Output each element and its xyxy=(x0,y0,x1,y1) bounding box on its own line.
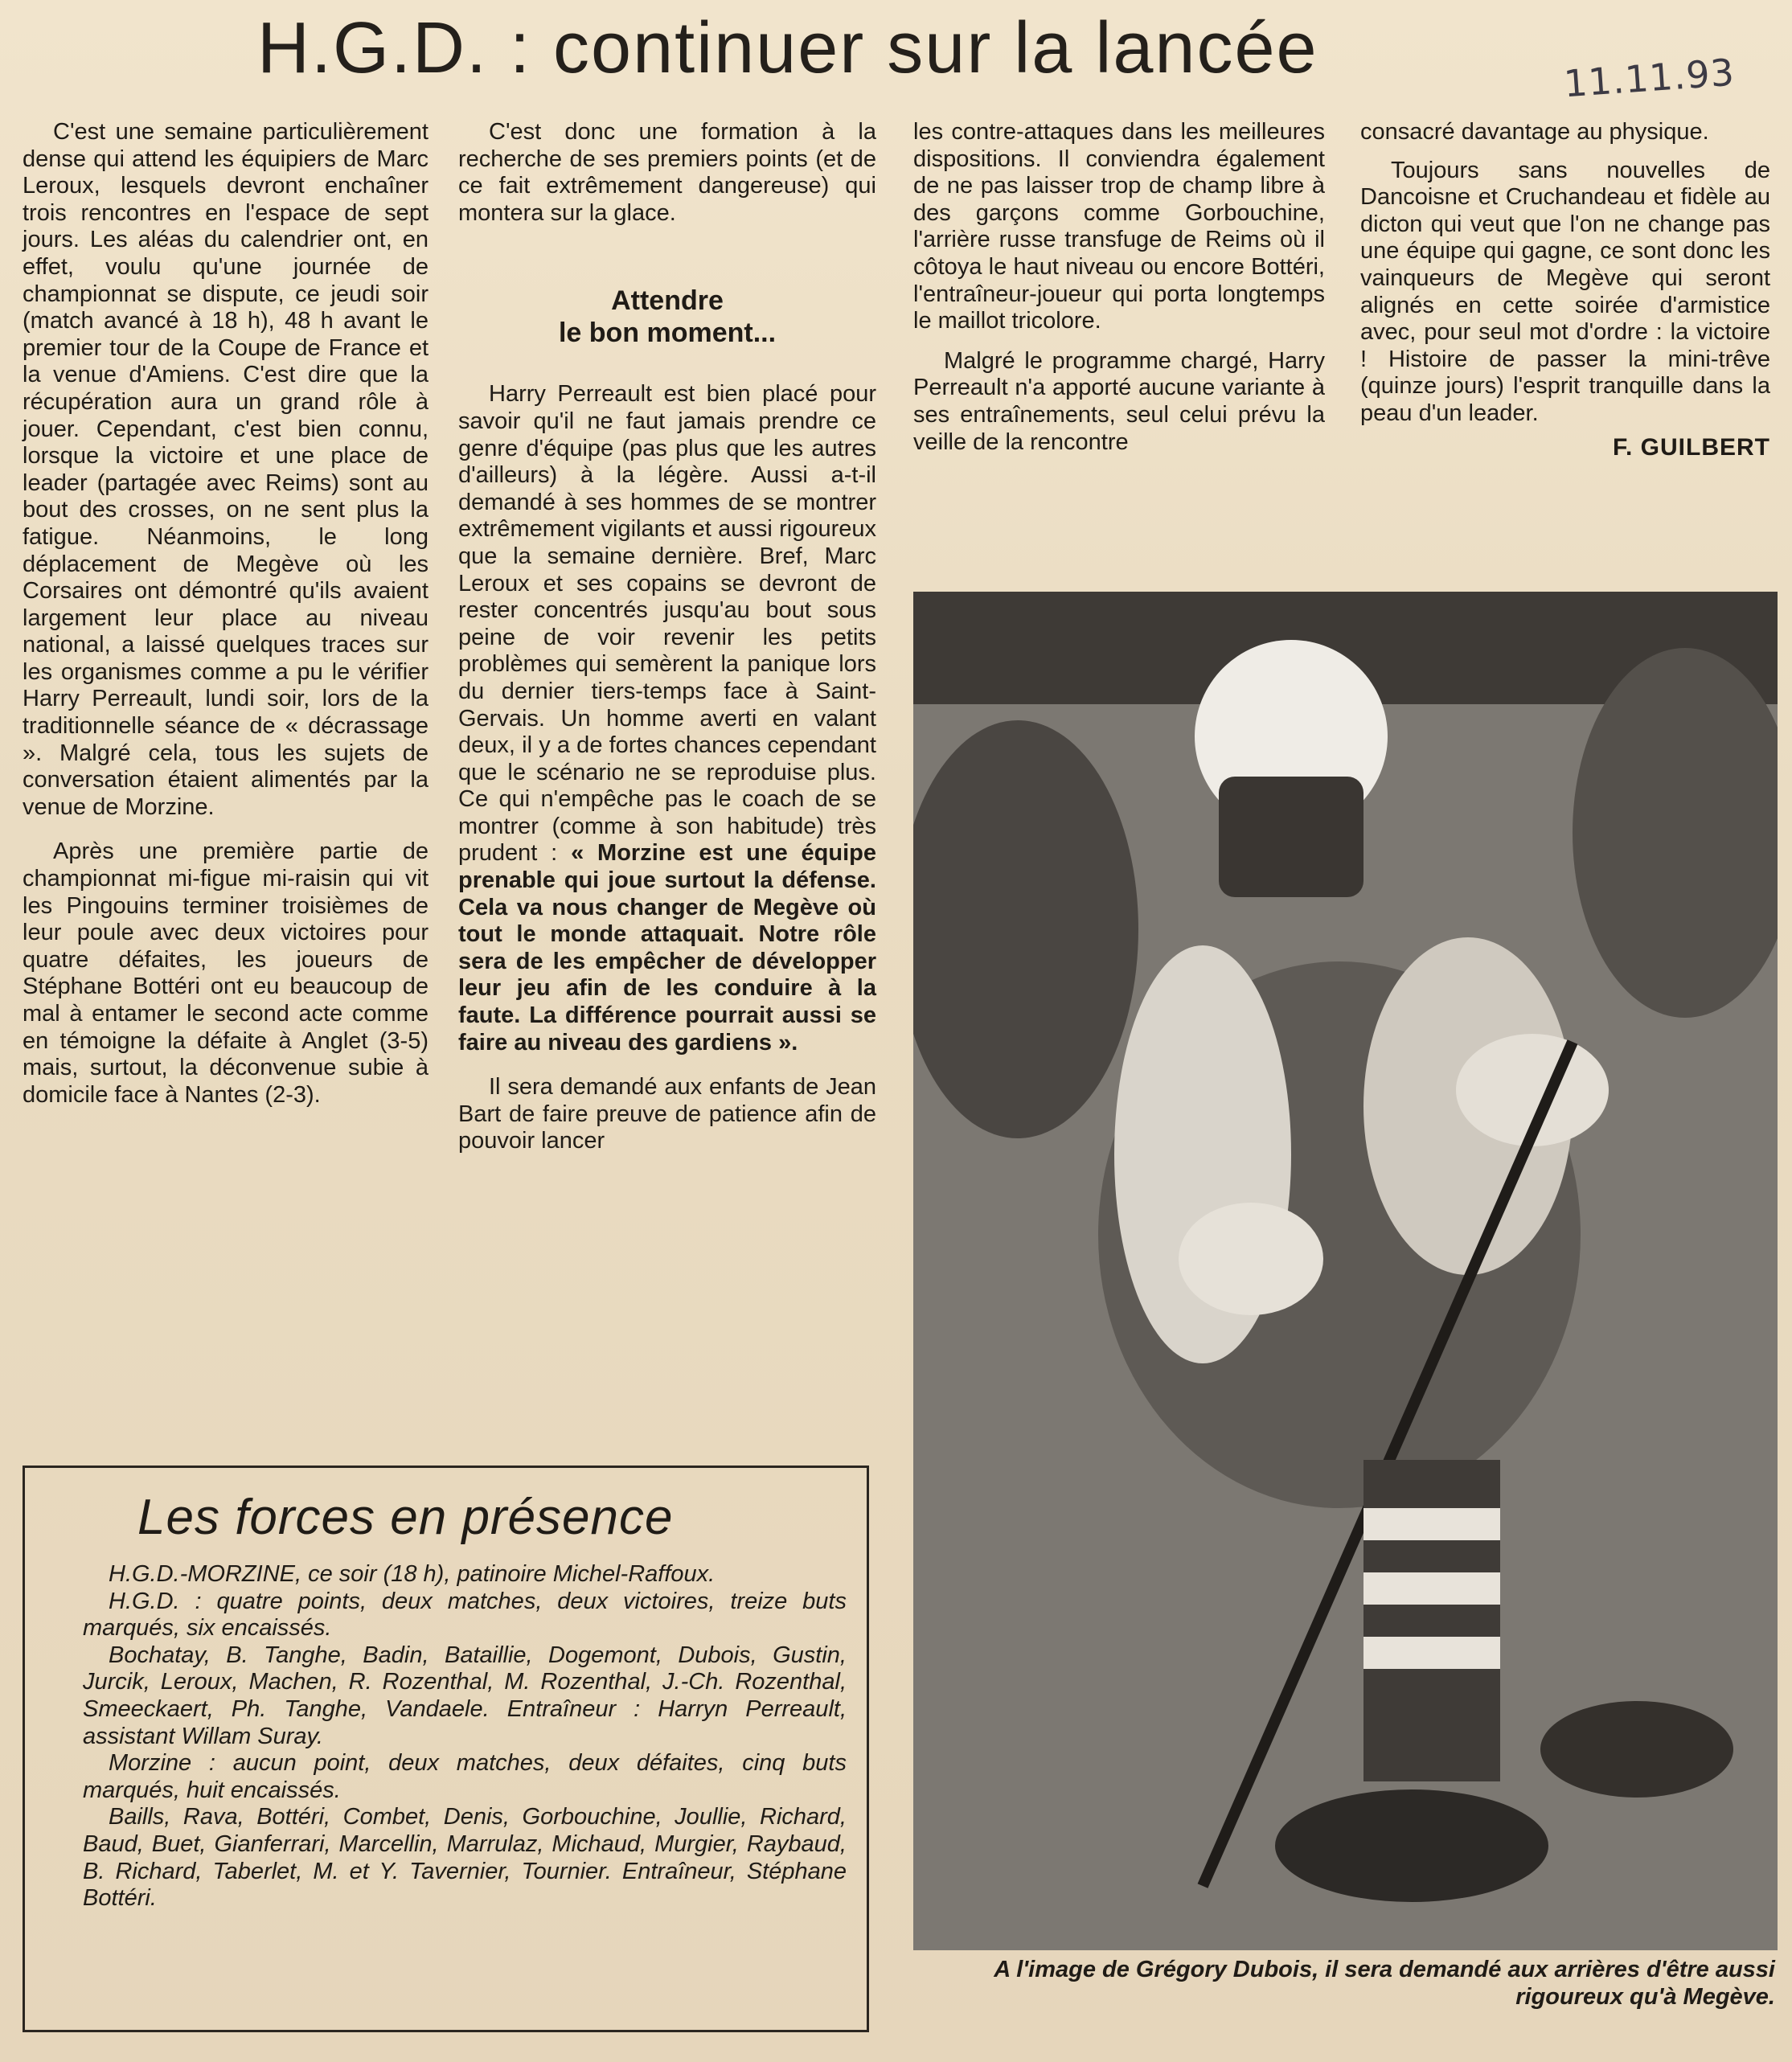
coach-quote: « Morzine est une équipe prenable qui joue surtout la défense. Cela va nous changer de Megève où tout le monde attaquait. Notre rôle sera de les empêcher de développer leur jeu afin de les conduire à la faute. La différence pourrait aussi se faire au niveau des gardiens ». xyxy=(458,840,876,1056)
subheading-line-2: le bon moment... xyxy=(558,318,777,349)
glove xyxy=(1179,1203,1323,1315)
paragraph xyxy=(458,381,876,1056)
photo-caption: A l'image de Grégory Dubois, il sera demandé aux arrières d'être aussi rigoureux qu'à Megève. xyxy=(994,1957,1775,2010)
box-paragraph: H.G.D. : quatre points, deux matches, deux victoires, treize buts marqués, six encaissés. xyxy=(83,1588,847,1642)
headline: H.G.D. : continuer sur la lancée xyxy=(257,8,1318,88)
paragraph-text: Harry Perreault est bien placé pour savoir qu'il ne faut jamais prendre ce genre d'équipe (pas plus que les autres d'ailleurs) à la légère. Aussi a-t-il demandé à ses hommes de se montrer extrêmement vigilants et aussi rigoureux que la semaine dernière. Bref, Marc Leroux et ses copains se devront de rester concentrés jusqu'au bout sous peine de voir revenir les petits problèmes qui semèrent la panique lors du dernier tiers-temps face à Saint-Gervais. Un homme averti en valant deux, il y a de fortes chances cependant que le scénario ne se reproduise plus. Ce qui n'empêche pas le coach de se montrer (comme à son habitude) très prudent : xyxy=(458,381,876,867)
sock-stripe xyxy=(1363,1637,1500,1669)
article-column-1 xyxy=(23,119,429,1109)
paragraph: C'est donc une formation à la recherche de ses premiers points (et de ce fait extrêmement dangereuse) qui montera sur la glace. xyxy=(458,119,876,226)
paragraph: C'est une semaine particulièrement dense qui attend les équipiers de Marc Leroux, lesquels devront enchaîner trois rencontres en l'espace de sept jours. Les aléas du calendrier ont, en effet, voulu qu'une journée de championnat se dispute, ce jeudi soir (match avancé à 18 h), 48 h avant le premier tour de la Coupe de France et la venue d'Amiens. C'est dire que la récupération aura un grand rôle à jouer. Cependant, c'est bien connu, lorsque la victoire et une place de leader (partagée avec Reims) sont au bout des crosses, on ne sent plus la fatigue. Néanmoins, le long déplacement de Megève où les Corsaires ont démontré qu'ils avaient largement leur place au niveau national, a laissé quelques traces sur les organismes comme a pu le vérifier Harry Perreault, lundi soir, lors de la traditionnelle séance de « décrassage ». Malgré cela, tous les sujets de conversation étaient alimentés par la venue de Morzine. xyxy=(23,119,429,820)
subheading xyxy=(458,285,876,349)
box-title: Les forces en présence xyxy=(137,1490,674,1545)
paragraph: Malgré le programme chargé, Harry Perreault n'a apporté aucune variante à ses entraînements, seul celui prévu la veille de la rencontre xyxy=(913,347,1325,455)
box-paragraph: H.G.D.-MORZINE, ce soir (18 h), patinoire Michel-Raffoux. xyxy=(109,1561,716,1587)
article-column-4 xyxy=(1360,119,1770,461)
article-column-2 xyxy=(458,119,876,1155)
box-paragraph: Baills, Rava, Bottéri, Combet, Denis, Gorbouchine, Joullie, Richard, Baud, Buet, Gianferrari, Marcellin, Marrulaz, Michaud, Murgier, Raybaud, B. Richard, Taberlet, M. et Y. Tavernier, Tournier. Entraîneur, Stéphane Bottéri. xyxy=(83,1804,847,1912)
skate xyxy=(1275,1789,1548,1902)
box-paragraph: Bochatay, B. Tanghe, Badin, Bataillie, Dogemont, Dubois, Gustin, Jurcik, Leroux, Machen, R. Rozenthal, M. Rozenthal, J.-Ch. Rozenthal, Smeeckaert, Ph. Tanghe, Vandaele. Entraîneur : Harryn Perreault, assistant Willam Suray. xyxy=(83,1642,847,1749)
team-info-box xyxy=(23,1466,869,2032)
paragraph: Il sera demandé aux enfants de Jean Bart de faire preuve de patience afin de pouvoir lancer xyxy=(458,1074,876,1154)
paragraph: Après une première partie de championnat mi-figue mi-raisin qui vit les Pingouins terminer troisièmes de leur poule avec deux victoires pour quatre défaites, les joueurs de Stéphane Bottéri ont eu beaucoup de mal à entamer le second acte comme en témoigne la défaite à Anglet (3-5) mais, surtout, la déconvenue subie à domicile face à Nantes (2-3). xyxy=(23,838,429,1108)
sock-stripe xyxy=(1363,1508,1500,1540)
box-paragraph: Morzine : aucun point, deux matches, deux défaites, cinq buts marqués, huit encaissés. xyxy=(83,1750,847,1803)
hockey-player-photo xyxy=(913,592,1778,1950)
sock-stripe xyxy=(1363,1572,1500,1605)
face-cage xyxy=(1219,777,1363,897)
paragraph: consacré davantage au physique. xyxy=(1360,119,1709,145)
byline: F. GUILBERT xyxy=(1613,433,1770,461)
box-body xyxy=(83,1561,847,1912)
photo-illustration xyxy=(913,592,1778,1950)
paragraph: Toujours sans nouvelles de Dancoisne et Cruchandeau et fidèle au dicton qui veut que l'on ne change pas une équipe qui gagne, ce sont donc les vainqueurs de Megève qui seront alignés en cette soirée d'armistice avec, pour seul mot d'ordre : la victoire ! Histoire de passer la mini-trêve (quinze jours) l'esprit tranquille dans la peau d'un leader. xyxy=(1360,157,1770,426)
article-column-3 xyxy=(913,119,1325,456)
subheading-line-1: Attendre xyxy=(611,285,724,317)
handwritten-date: 11.11.93 xyxy=(1562,50,1737,106)
skate xyxy=(1540,1701,1733,1798)
paragraph: les contre-attaques dans les meilleures dispositions. Il conviendra également de ne pas laisser trop de champ libre à des garçons comme Gorbouchine, l'arrière russe transfuge de Reims où il côtoya le haut niveau ou encore Bottéri, l'entraîneur-joueur qui porta longtemps le maillot tricolore. xyxy=(913,119,1325,334)
